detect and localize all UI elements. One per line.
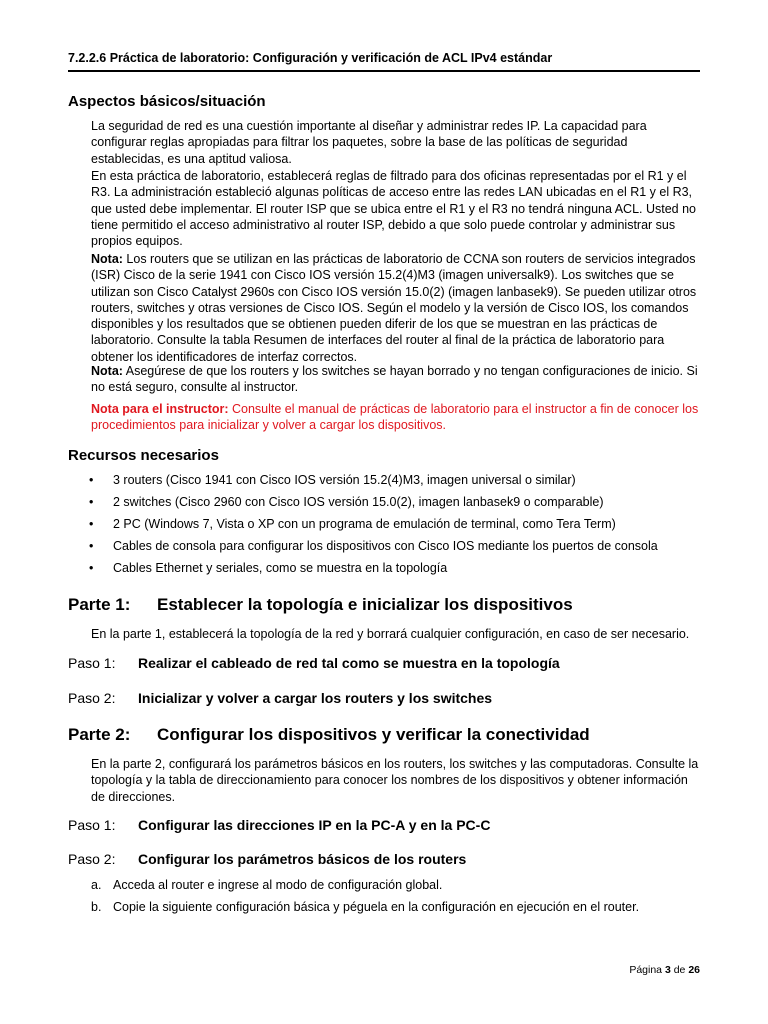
page-number: Página 3 de 26 [629, 964, 700, 976]
nota-instructor-paragraph [91, 401, 703, 434]
page-header-title: 7.2.2.6 Práctica de laboratorio: Configuración y verificación de ACL IPv4 estándar [68, 51, 553, 65]
aspectos-heading: Aspectos básicos/situación [68, 93, 266, 110]
nota-label: Nota: [91, 364, 123, 378]
list-item: • 3 routers (Cisco 1941 con Cisco IOS versión 15.2(4)M3, imagen universal o similar) [89, 472, 709, 494]
parte1-paso1-heading: Paso 1: Realizar el cableado de red tal como se muestra en la topología [68, 655, 560, 671]
aspectos-paragraph-1: La seguridad de red es una cuestión importante al diseñar y administrar redes IP. La capacidad para configurar reglas apropiadas para filtrar los paquetes, sobre la base de las políticas de seguridad establecidas, es una aptitud valiosa. [91, 119, 647, 166]
aspectos-paragraph-2: En esta práctica de laboratorio, establecerá reglas de filtrado para dos oficinas representadas por el R1 y el R3. La administración estableció algunas políticas de acceso entre las redes LAN ubicadas en el R1 y el R3, que usted debe implementar. El router ISP que se ubica entre el R1 y el R3 no tendrá ninguna ACL. Usted no tiene permitido el acceso administrativo al router ISP, debido a que solo puede controlar y administrar sus propios equipos. [91, 169, 697, 249]
list-item: b. Copie la siguiente configuración básica y péguela en la configuración en ejecución en el router. [91, 900, 640, 914]
parte1-paso2-heading: Paso 2: Inicializar y volver a cargar los routers y los switches [68, 690, 493, 706]
list-item: • Cables Ethernet y seriales, como se muestra en la topología [89, 560, 709, 582]
parte2-number: Parte 2: [68, 725, 131, 744]
recursos-heading: Recursos necesarios [68, 447, 219, 464]
nota-routers-paragraph [91, 251, 703, 365]
list-item: • 2 PC (Windows 7, Vista o XP con un programa de emulación de terminal, como Tera Term) [89, 516, 709, 538]
parte1-heading [68, 595, 573, 615]
parte2-heading [68, 725, 590, 745]
parte2-title: Configurar los dispositivos y verificar la conectividad [157, 725, 590, 744]
nota-instructor-label: Nota para el instructor: [91, 402, 229, 416]
parte1-title: Establecer la topología e inicializar los dispositivos [157, 595, 573, 614]
bullet-icon: • [89, 561, 94, 575]
list-item: • Cables de consola para configurar los dispositivos con Cisco IOS mediante los puertos de consola [89, 538, 709, 560]
nota-text: Los routers que se utilizan en las prácticas de laboratorio de CCNA son routers de servicios integrados (ISR) Cisco de la serie 1941 con Cisco IOS versión 15.2(4)M3 (imagen universalk9). Los switches que se utilizan son Cisco Catalyst 2960s con Cisco IOS versión 15.0(2) (imagen lanbasek9). Se pueden utilizar otros routers, switches y otras versiones de Cisco IOS. Según el modelo y la versión de Cisco IOS, los comandos disponibles y los resultados que se obtienen pueden diferir de los que se muestran en las prácticas de laboratorio. Consulte la tabla Resumen de interfaces del router al final de la práctica de laboratorio para obtener los identificadores de interfaz correctos. [91, 252, 697, 364]
nota-text: Asegúrese de que los routers y los switches se hayan borrado y no tengan configuraciones de inicio. Si no está seguro, consulte al instructor. [91, 364, 698, 395]
bullet-icon: • [89, 539, 94, 553]
bullet-icon: • [89, 473, 94, 487]
parte1-number: Parte 1: [68, 595, 131, 614]
list-item: • 2 switches (Cisco 2960 con Cisco IOS versión 15.0(2), imagen lanbasek9 o comparable) [89, 494, 709, 516]
bullet-icon: • [89, 517, 94, 531]
list-item: a. Acceda al router e ingrese al modo de configuración global. [91, 878, 443, 892]
parte2-paso1-heading: Paso 1: Configurar las direcciones IP en la PC-A y en la PC-C [68, 817, 491, 833]
header-divider [68, 70, 700, 72]
nota-label: Nota: [91, 252, 123, 266]
nota-instructor-text: Consulte el manual de prácticas de laboratorio para el instructor a fin de conocer los procedimientos para inicializar y volver a cargar los dispositivos. [91, 402, 699, 433]
bullet-icon: • [89, 495, 94, 509]
nota-borrado-paragraph [91, 363, 703, 396]
parte1-intro: En la parte 1, establecerá la topología de la red y borrará cualquier configuración, en caso de ser necesario. [91, 627, 690, 641]
parte2-paso2-heading: Paso 2: Configurar los parámetros básicos de los routers [68, 851, 467, 867]
recursos-list [89, 472, 709, 582]
parte2-intro: En la parte 2, configurará los parámetros básicos en los routers, los switches y las computadoras. Consulte la topología y la tabla de direccionamiento para conocer los nombres de los dispositivos y obtener información de direcciones. [91, 757, 699, 804]
